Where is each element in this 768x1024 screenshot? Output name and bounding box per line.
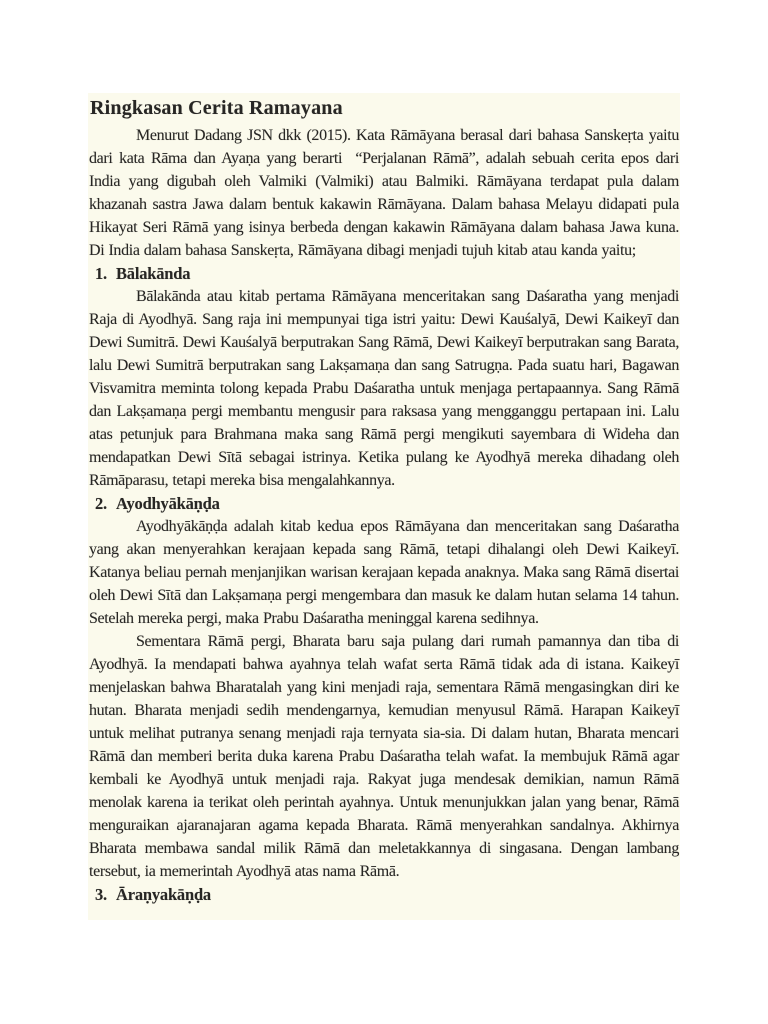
ayodhyakanda-paragraph-2: Sementara Rāmā pergi, Bharata baru saja pulang dari rumah pamannya dan tiba di Ayodhyā. Ia mendapati bahwa ayahnya telah wafat serta Rāmā tidak ada di istana. Kaikeyī menjelaskan bahwa Bharatalah yang kini menjadi raja, sementara Rāmā mengasingkan diri ke hutan. Bharata menjadi sedih mendengarnya, kemudian menyusul Rāmā. Harapan Kaikeyī untuk melihat putranya senang menjadi raja ternyata sia-sia. Di dalam hutan, Bharata mencari Rāmā dan memberi berita duka karena Prabu Daśaratha telah wafat. Ia membujuk Rāmā agar kembali ke Ayodhyā untuk menjadi raja. Rakyat juga mendesak demikian, namun Rāmā menolak karena ia terikat oleh perintah ayahnya. Untuk menunjukkan jalan yang benar, Rāmā menguraikan ajaranajaran agama kepada Bharata. Rāmā menyerahkan sandalnya. Akhirnya Bharata membawa sandal milik Rāmā dan meletakkannya di singasana. Dengan lambang tersebut, ia memerintah Ayodhyā atas nama Rāmā.: [89, 633, 679, 880]
section-3-number: 3.: [95, 885, 107, 904]
balakanda-paragraph: Bālakānda atau kitab pertama Rāmāyana menceritakan sang Daśaratha yang menjadi Raja di Ayodhyā. Sang raja ini mempunyai tiga istri yaitu: Dewi Kauśalyā, Dewi Kaikeyī dan Dewi Sumitrā. Dewi Kauśalyā berputrakan Sang Rāmā, Dewi Kaikeyī berputrakan sang Barata, lalu Dewi Sumitrā berputrakan sang Lakṣamaṇa dan sang Satrugṇa. Pada suatu hari, Bagawan Visvamitra meminta tolong kepada Prabu Daśaratha untuk menjaga pertapaannya. Sang Rāmā dan Lakṣamaṇa pergi membantu mengusir para raksasa yang mengganggu pertapaan ini. Lalu atas petunjuk para Brahmana maka sang Rāmā pergi mengikuti sayembara di Wideha dan mendapatkan Dewi Sītā sebagai istrinya. Ketika pulang ke Ayodhyā mereka dihadang oleh Rāmāparasu, tetapi mereka bisa mengalahkannya.: [89, 288, 679, 489]
section-2-title: Ayodhyākāṇḍa: [115, 494, 220, 513]
section-3-heading: [89, 883, 679, 906]
document-title: Ringkasan Cerita Ramayana: [90, 97, 343, 119]
section-2-number: 2.: [95, 494, 107, 513]
section-1-number: 1.: [95, 264, 107, 283]
section-1-title: Bālakānda: [115, 264, 191, 283]
section-1-heading: [89, 262, 679, 285]
intro-paragraph: Menurut Dadang JSN dkk (2015). Kata Rāmāyana berasal dari bahasa Sanskeṛta yaitu dari kata Rāma dan Ayaṇa yang berarti “Perjalanan Rāmā”, adalah sebuah cerita epos dari India yang digubah oleh Valmiki (Valmiki) atau Balmiki. Rāmāyana terdapat pula dalam khazanah sastra Jawa dalam bentuk kakawin Rāmāyana. Dalam bahasa Melayu didapati pula Hikayat Seri Rāmā yang isinya berbeda dengan kakawin Rāmāyana dalam bahasa Jawa kuna. Di India dalam bahasa Sanskeṛta, Rāmāyana dibagi menjadi tujuh kitab atau kanda yaitu;: [89, 127, 679, 259]
document-page: [88, 93, 680, 920]
ayodhyakanda-paragraph-1: Ayodhyākāṇḍa adalah kitab kedua epos Rāmāyana dan menceritakan sang Daśaratha yang akan menyerahkan kerajaan kepada sang Rāmā, tetapi dihalangi oleh Dewi Kaikeyī. Katanya beliau pernah menjanjikan warisan kerajaan kepada anaknya. Maka sang Rāmā disertai oleh Dewi Sītā dan Lakṣamaṇa pergi mengembara dan masuk ke dalam hutan selama 14 tahun. Setelah mereka pergi, maka Prabu Daśaratha meninggal karena sedihnya.: [89, 518, 679, 627]
section-2-heading: [89, 492, 679, 515]
section-3-title: Āraṇyakāṇḍa: [115, 885, 211, 904]
